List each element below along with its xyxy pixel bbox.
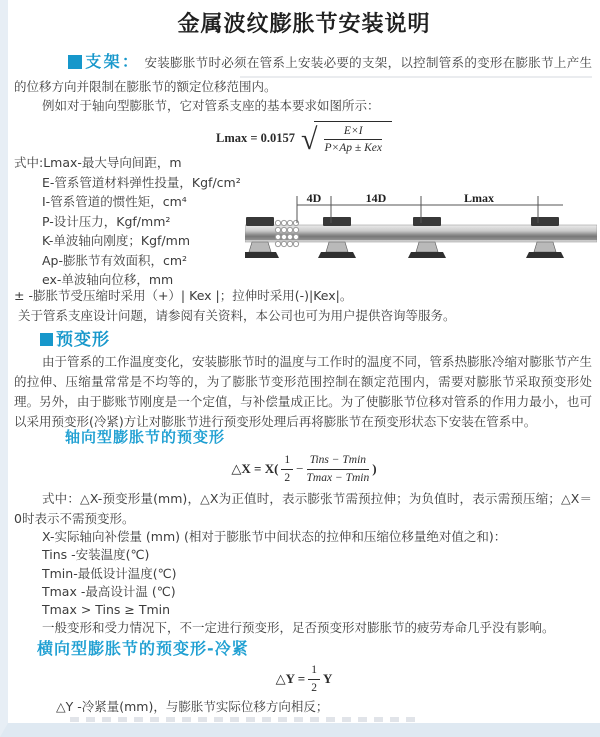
page-title: 金属波纹膨胀节安装说明 <box>177 12 431 37</box>
definition-line: Ap-膨胀节有效面积，cm² <box>42 252 188 268</box>
minus-sign: − <box>296 461 304 476</box>
sqrt-icon <box>301 125 317 155</box>
support-section-heading: 支架： <box>85 52 141 71</box>
support-intro-text: 安装膨胀节时必须在管系上安装必要的支架，以控制管系的变形在膨胀节上产生的位移方向并限制在膨胀节的额定位移范围内。 <box>14 55 592 94</box>
axial-note-line: 一般变形和受力情况下，不一定进行预变形，足否预变形对膨胀节的疲劳寿命几乎没有影响。 <box>42 620 555 636</box>
lateral-formula-lhs: △Y = <box>275 671 306 686</box>
axial-sub-heading: 轴向型膨胀节的预变形 <box>65 428 226 446</box>
lateral-formula <box>8 664 600 694</box>
definition-line: Tmax -最高设计温 (℃) <box>42 583 176 599</box>
one-half-fraction: $\frac{1}{2}$ <box>281 453 293 485</box>
dim-label-lmax: Lmax <box>464 192 494 205</box>
pm-note: ± -膨胀节受压缩时采用（+）| Kex |；拉伸时采用(-)|Kex|。 <box>14 288 353 303</box>
lmax-formula <box>8 118 600 158</box>
lmax-formula-lhs: Lmax = 0.0157 <box>216 130 296 145</box>
section-marker-icon <box>68 55 82 69</box>
definition-line: Tmax > Tins ≥ Tmin <box>42 602 171 618</box>
predeform-heading-text: 预变形 <box>56 330 110 350</box>
axial-formula-lhs: △X = X( <box>231 461 279 476</box>
axial-explain-paragraph: 式中：△X-预变形量(mm)，△X为正值时，表示膨张节需预拉伸；为负值时，表示需预压缩；△X＝0时表示不需预变形。 <box>14 491 592 526</box>
definition-line: ex-单波轴向位移，mm <box>42 272 174 287</box>
radical-sign <box>301 121 392 156</box>
lmax-formula-fraction: $\frac{E\times I}{\text{P×Ap ± Kex}}$ <box>324 124 382 154</box>
one-half-fraction: $\frac{1}{2}$ <box>308 663 320 695</box>
definition-line: P-设计压力，Kgf/mm² <box>42 213 171 229</box>
predeform-section-heading <box>40 329 110 351</box>
axial-formula <box>8 452 600 486</box>
definition-line: X-实际轴向补偿量 (mm) (相对于膨胀节中间状态的拉伸和压缩位移量绝对值之和)： <box>42 529 507 544</box>
lateral-note: △Y -冷紧量(mm)，与膨胀节实际位移方向相反； <box>56 699 329 714</box>
lateral-formula-rhs: Y <box>322 671 333 686</box>
pipe-support-diagram <box>245 192 597 288</box>
support-paragraph <box>14 50 592 99</box>
definition-line: E-管系管道材料弹性投量，Kgf/cm² <box>42 174 241 190</box>
temperature-fraction: $\frac{\text{Tins − Tmin}}{Tmax - Tmin}$ <box>306 454 370 484</box>
dim-label-14d: 14D <box>365 192 387 205</box>
axial-formula-rhs: ) <box>372 461 377 476</box>
definition-line: I-管系管道的惯性矩，cm⁴ <box>42 194 187 209</box>
axial-definitions-list <box>14 528 592 638</box>
definition-line: 式中:Lmax-最大导向间距，m <box>14 155 182 170</box>
section-marker-icon <box>40 333 53 346</box>
definition-line: Tmin-最低设计温度(℃) <box>42 565 177 581</box>
lateral-sub-heading: 横向型膨胀节的预变形-冷紧 <box>37 639 249 658</box>
support-example-line: 例如对于轴向型膨胀节，它对管系支座的基本要求如图所示： <box>42 98 380 113</box>
definition-line: Tins -安装温度(℃) <box>42 547 150 563</box>
dim-label-4d: 4D <box>306 192 322 205</box>
service-note: 关于管系支座设计问题，请参阅有关资料，本公司也可为用户提供咨询等服务。 <box>18 308 456 323</box>
cropped-text-line <box>70 717 420 722</box>
predeform-paragraph: 由于管系的工作温度变化，安装膨胀节时的温度与工作时的温度不同，管系热膨胀冷缩对膨胀节产生的拉伸、压缩量常常是不均等的，为了膨胀节变形范围控制在额定范围内，需要对膨胀节采取预变形处理。另外，由于膨账节刚度是一个定值，与补偿量成正比。为了使膨胀节位移对管系的作用力最小，也可以采用预变形(冷紧)方让对膨胀节进行预变形处理后再将膨胀节在预变形状态下安装在管系中。 <box>14 354 593 429</box>
definition-line: K-单波轴向刚度；Kgf/mm <box>42 233 190 248</box>
